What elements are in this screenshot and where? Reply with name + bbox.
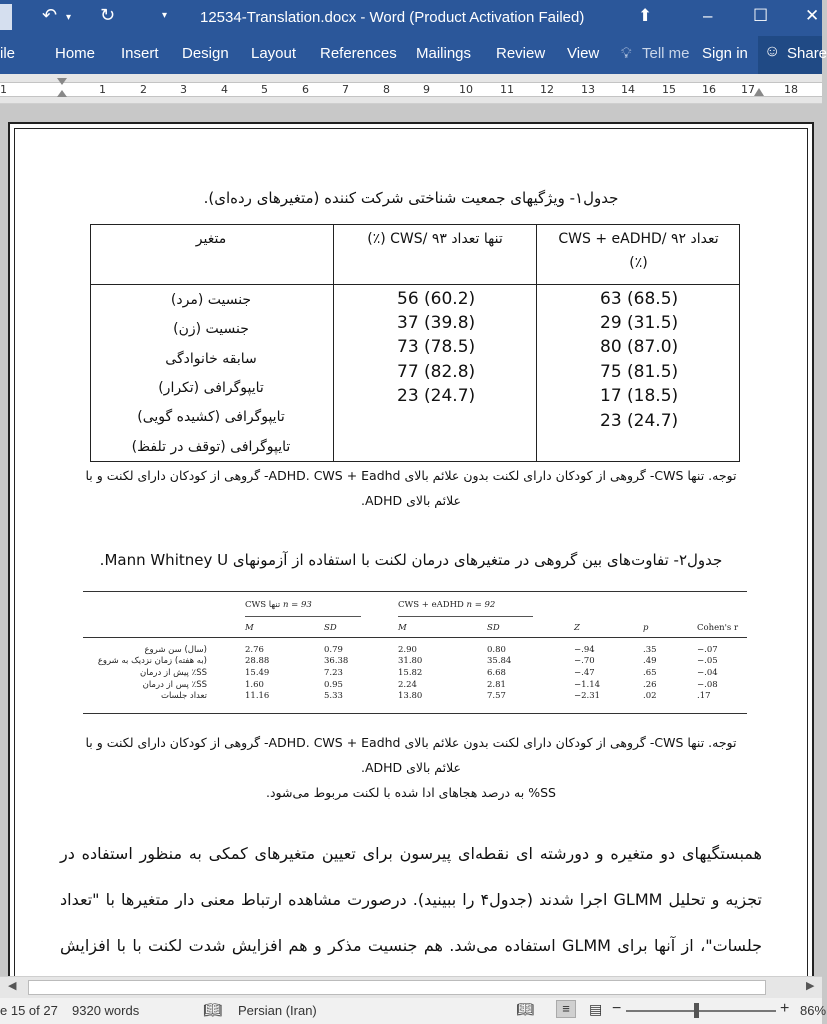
table1-cws-adhd-value: 63 (68.5) [600, 289, 679, 309]
ruler-number: 10 [459, 83, 473, 96]
table1-cws-value: 77 (82.8) [397, 362, 476, 382]
redo-icon[interactable]: ↻ [100, 5, 116, 25]
ruler-number: 17 [741, 83, 755, 96]
right-indent-marker[interactable] [754, 88, 764, 96]
table1-row-label: تایپوگرافی (تکرار) [158, 380, 264, 396]
table1-cws-adhd-value: 80 (87.0) [600, 337, 679, 357]
ruler-number: 6 [302, 83, 309, 96]
maximize-icon[interactable]: ☐ [753, 6, 769, 25]
table2-cell: −.94 [574, 645, 595, 655]
table1-cws-value: 23 (24.7) [397, 386, 476, 406]
word-count[interactable]: 9320 words [72, 1003, 140, 1018]
tab-review[interactable]: Review [496, 45, 546, 62]
ruler-number: 14 [621, 83, 635, 96]
table2-row-label: (به هفته) زمان نزدیک به شروع [97, 656, 207, 666]
table2-col-header: Z [574, 623, 580, 633]
table2-cell: 5.33 [324, 691, 343, 701]
table2-row-label: تعداد جلسات [160, 691, 207, 701]
table2-caption: جدول۲- تفاوت‌های بین گروهی در متغیرهای درمان لکنت با استفاده از آزمونهای Mann Whitney U. [99, 551, 723, 569]
table1-header-variable: متغیر [195, 231, 227, 247]
ruler-number: 8 [383, 83, 390, 96]
ruler-number: 15 [662, 83, 676, 96]
table2-col-header: p [643, 623, 649, 633]
table2-cell: 1.60 [245, 680, 264, 690]
table2-cell: 7.57 [487, 691, 506, 701]
zoom-in-icon[interactable]: + [780, 1000, 790, 1017]
table2-bottom-rule [83, 713, 747, 714]
ruler-number: 11 [500, 83, 514, 96]
ruler-number: 9 [423, 83, 430, 96]
table1-row-label: تایپوگرافی (کشیده گویی) [137, 409, 285, 425]
table2-cell: 2.90 [398, 645, 417, 655]
indent-marker[interactable] [57, 78, 67, 102]
save-icon[interactable] [0, 4, 12, 30]
page-count[interactable]: e 15 of 27 [0, 1003, 58, 1018]
ruler-number: 7 [342, 83, 349, 96]
tell-me-box[interactable]: Tell me [642, 45, 690, 62]
table2-cell: 35.84 [487, 656, 512, 666]
status-bar [0, 998, 827, 1024]
table1-header-cws-only: تنها تعداد CWS/ ۹۳ (٪) [367, 231, 503, 247]
title-bar [0, 0, 822, 36]
share-button[interactable]: ☺ Share [758, 36, 822, 74]
table1-cws-adhd-value: 29 (31.5) [600, 313, 679, 333]
table2-cell: 15.49 [245, 668, 270, 678]
tab-design[interactable]: Design [182, 45, 229, 62]
page-border [14, 128, 808, 976]
horizontal-scrollbar[interactable] [0, 976, 822, 998]
table1-divider [333, 225, 334, 461]
zoom-slider-knob[interactable] [694, 1003, 699, 1018]
table2-cell: 2.76 [245, 645, 264, 655]
ruler-number: 13 [581, 83, 595, 96]
table1-row-label: جنسیت (مرد) [170, 292, 252, 308]
table2-cell: 2.24 [398, 680, 417, 690]
scroll-right-icon[interactable]: ▶ [806, 980, 815, 992]
tab-file[interactable]: ile [0, 45, 16, 62]
ruler-number: 1 [0, 83, 7, 96]
undo-dropdown-icon[interactable]: ▾ [66, 12, 72, 23]
table2-row-label: SS٪ پیش از درمان [140, 668, 207, 678]
ruler-number: 3 [180, 83, 187, 96]
ruler-number: 12 [540, 83, 554, 96]
table2-cell: .02 [643, 691, 657, 701]
table1-header-cws-adhd: تعداد CWS + eADHD/ ۹۲ (٪) [558, 231, 719, 271]
ruler-number: 18 [784, 83, 798, 96]
minimize-icon[interactable]: – [703, 6, 713, 25]
table2-group1-rule [245, 616, 361, 617]
table2-cell: .17 [697, 691, 711, 701]
table1-note: توجه. تنها CWS- گروهی از کودکان دارای لکنت بدون علائم بالای ADHD. CWS + Eadhd- گروهی از کودکان دارای لکنت و با علائم بالای ADHD. [85, 468, 737, 508]
print-layout-icon[interactable]: ≡ [556, 1000, 576, 1018]
tab-home[interactable]: Home [55, 45, 96, 62]
table2-cell: 6.68 [487, 668, 506, 678]
table2-cell: −1.14 [574, 680, 601, 690]
ruler-number: 5 [261, 83, 268, 96]
table1-cws-value: 37 (39.8) [397, 313, 476, 333]
read-mode-icon[interactable]: 📖︎ [516, 1001, 534, 1017]
table1-header-rule [91, 284, 739, 285]
table2-cell: −.47 [574, 668, 595, 678]
table1-caption: جدول۱- ویژگیهای جمعیت شناختی شرکت کننده (متغیرهای رده‌ای). [203, 189, 619, 207]
sign-in-button[interactable]: Sign in [702, 45, 748, 62]
table2-group2-rule [398, 616, 533, 617]
table2-cell: 0.79 [324, 645, 343, 655]
table2-cell: 11.16 [245, 691, 270, 701]
table2-cell: 15.82 [398, 668, 423, 678]
table2-cell: −2.31 [574, 691, 601, 701]
table2-cell: 2.81 [487, 680, 506, 690]
table2-cell: 31.80 [398, 656, 423, 666]
ruler-number: 2 [140, 83, 147, 96]
ruler-number: 16 [702, 83, 716, 96]
table1-cws-adhd-value: 75 (81.5) [600, 362, 679, 382]
table2-row-label: (سال) سن شروع [144, 645, 207, 655]
ribbon-display-options-icon[interactable]: ⬆ [638, 6, 653, 25]
table2-col-header: SD [487, 623, 500, 633]
table2-cell: −.04 [697, 668, 718, 678]
table2-cell: 36.38 [324, 656, 349, 666]
tab-insert[interactable]: Insert [121, 45, 159, 62]
horizontal-ruler[interactable] [0, 74, 822, 104]
ribbon-tabs [0, 36, 827, 74]
table2-cell: −.07 [697, 645, 718, 655]
table2-cell: .35 [643, 645, 657, 655]
undo-icon[interactable]: ↶ [42, 5, 58, 25]
table2-group1: CWS تنها n = 93 [245, 600, 312, 610]
table1-row-label: سابقه خانوادگی [165, 351, 257, 367]
table2-cell: .49 [643, 656, 657, 666]
tab-references[interactable]: References [320, 45, 397, 62]
table2-cell: 0.95 [324, 680, 343, 690]
table2-cell: −.70 [574, 656, 595, 666]
table2-cell: .65 [643, 668, 657, 678]
table2-group2: CWS + eADHD n = 92 [398, 600, 496, 610]
zoom-slider[interactable] [626, 1010, 776, 1012]
document-title: 12534-Translation.docx - Word (Product Activation Failed) [200, 9, 585, 26]
zoom-level[interactable]: 86% [800, 1003, 827, 1018]
table1-cws-adhd-value: 17 (18.5) [600, 386, 679, 406]
language-indicator[interactable]: Persian (Iran) [238, 1003, 317, 1018]
table2-cell: −.05 [697, 656, 718, 666]
table2-cell: .26 [643, 680, 657, 690]
tab-view[interactable]: View [567, 45, 600, 62]
scrollbar-thumb[interactable] [28, 980, 766, 995]
table2-row-label: SS٪ پس از درمان [142, 680, 207, 690]
ruler-number: 4 [221, 83, 228, 96]
table2-cell: 0.80 [487, 645, 506, 655]
customize-toolbar-icon[interactable]: ▾ [162, 10, 168, 21]
table1-row-label: جنسیت (زن) [173, 321, 249, 337]
table1-divider [536, 225, 537, 461]
zoom-out-icon[interactable]: − [612, 1000, 622, 1017]
table2-cell: 13.80 [398, 691, 423, 701]
tab-mailings[interactable]: Mailings [416, 45, 472, 62]
table1-cws-value: 56 (60.2) [397, 289, 476, 309]
document-page[interactable] [8, 122, 814, 978]
ruler-strip [0, 82, 822, 97]
tab-layout[interactable]: Layout [251, 45, 297, 62]
table2-cell: 28.88 [245, 656, 270, 666]
table2-col-header: SD [324, 623, 337, 633]
lightbulb-icon: 💡︎ [621, 45, 632, 62]
table2-note: توجه. تنها CWS- گروهی از کودکان دارای لکنت بدون علائم بالای ADHD. CWS + Eadhd- گروهی از کودکان دارای لکنت و با علائم بالای ADHD. SS% به درصد هجاهای ادا شده با لکنت مربوط می‌شود. [85, 735, 737, 800]
table2-col-header: M [245, 623, 254, 633]
table2-col-header: Cohen's r [697, 623, 739, 633]
table2-top-rule [83, 591, 747, 592]
proofing-icon[interactable]: 📖︎ [203, 1002, 223, 1019]
web-layout-icon[interactable]: ▤ [589, 1001, 603, 1017]
table1-row-label: تایپوگرافی (توقف در تلفظ) [131, 439, 291, 455]
table1-cws-adhd-value: 23 (24.7) [600, 411, 679, 431]
table2-cell: −.08 [697, 680, 718, 690]
table1-cws-value: 73 (78.5) [397, 337, 476, 357]
body-paragraph: همبستگیهای دو متغیره و دورشته ای نقطه‌ای پیرسون برای تعیین متغیرهای کمکی به منظور استفاده در تجزیه و تحلیل GLMM اجرا شدند (جدول۴ را ببینید). درصورت مشاهده ارتباط معنی دار متغیرها با "تعداد جلسات"، از آنها برای GLMM استفاده می‌شد. هم جنسیت مذکر و هم افزایش شدت لکنت با با افزایش [60, 844, 763, 955]
scroll-left-icon[interactable]: ◀ [8, 980, 17, 992]
table1 [90, 224, 740, 462]
table2-col-header: M [398, 623, 407, 633]
ruler-number: 1 [99, 83, 106, 96]
share-person-icon: ☺ [764, 43, 781, 60]
table2-cell: 7.23 [324, 668, 343, 678]
close-icon[interactable]: ✕ [805, 6, 820, 25]
table2 [83, 591, 747, 715]
table2-header-rule [83, 637, 747, 638]
